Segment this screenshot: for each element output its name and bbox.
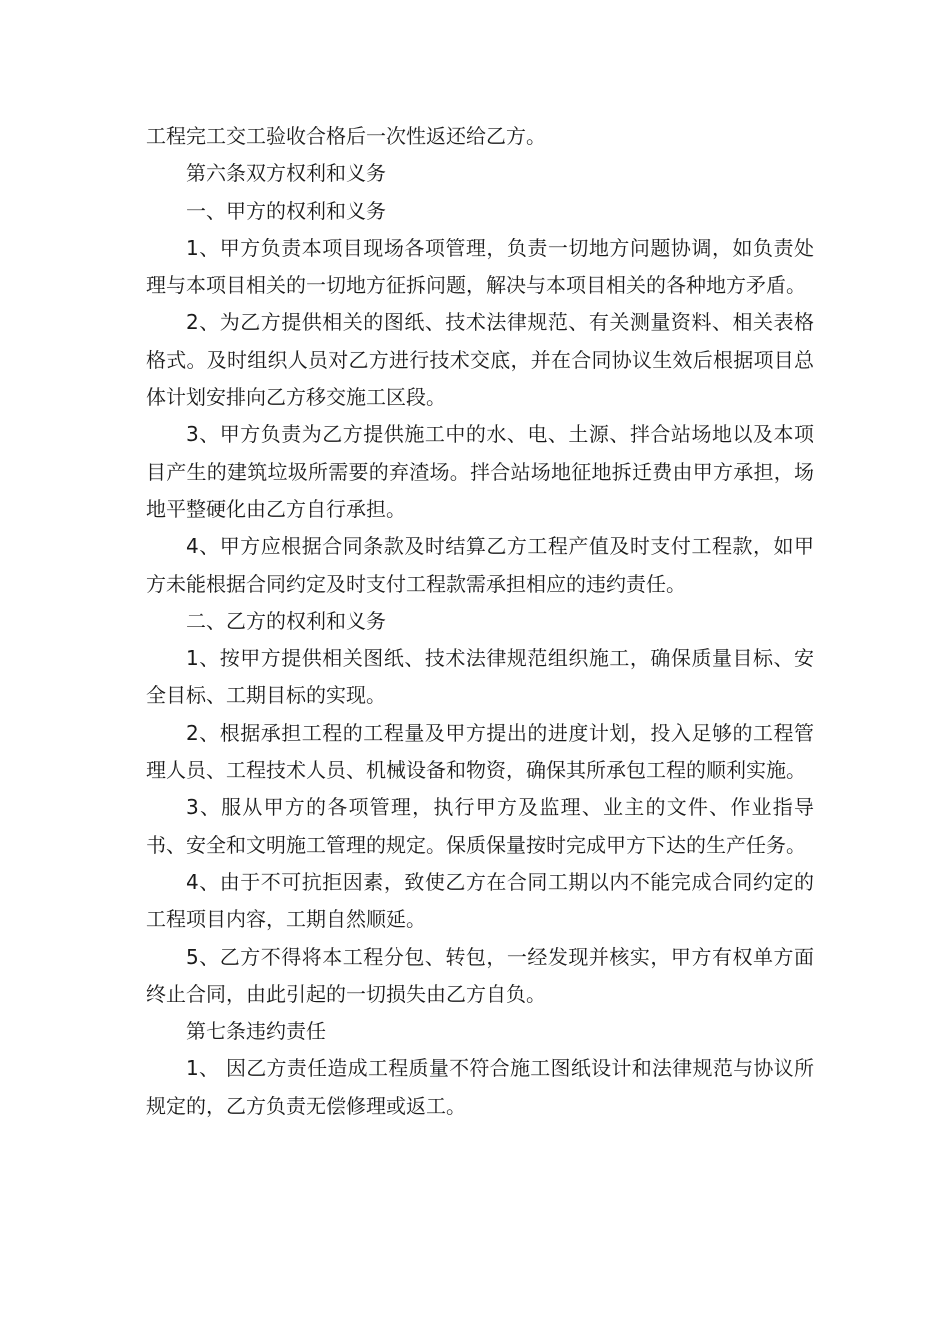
paragraph: 5、乙方不得将本工程分包、转包，一经发现并核实，甲方有权单方面终止合同，由此引起的一切损失由乙方自负。 [146,944,814,1006]
paragraph: 2、为乙方提供相关的图纸、技术法律规范、有关测量资料、相关表格格式。及时组织人员对乙方进行技术交底，并在合同协议生效后根据项目总体计划安排向乙方移交施工区段。 [146,310,814,410]
paragraph: 3、甲方负责为乙方提供施工中的水、电、土源、拌合站场地以及本项目产生的建筑垃圾所需要的弃渣场。拌合站场地征地拆迁费由甲方承担，场地平整硬化由乙方自行承担。 [146,422,814,521]
paragraph: 3、服从甲方的各项管理，执行甲方及监理、业主的文件、作业指导书、安全和文明施工管理的规定。保质保量按时完成甲方下达的生产任务。 [146,795,814,857]
paragraph: 4、由于不可抗拒因素，致使乙方在合同工期以内不能完成合同约定的工程项目内容，工期自然顺延。 [146,869,814,932]
section-heading: 第六条双方权利和义务 [186,161,386,186]
paragraph: 1、按甲方提供相关图纸、技术法律规范组织施工，确保质量目标、安全目标、工期目标的实现。 [146,646,814,708]
document-body [146,118,814,1125]
paragraph: 1、 因乙方责任造成工程质量不符合施工图纸设计和法律规范与协议所规定的，乙方负责无偿修理或返工。 [146,1056,814,1118]
paragraph: 1、甲方负责本项目现场各项管理，负责一切地方问题协调，如负责处理与本项目相关的一切地方征拆问题，解决与本项目相关的各种地方矛盾。 [146,235,814,298]
section-heading: 第七条违约责任 [186,1019,326,1044]
paragraph: 4、甲方应根据合同条款及时结算乙方工程产值及时支付工程款，如甲方未能根据合同约定及时支付工程款需承担相应的违约责任。 [146,534,814,596]
paragraph: 工程完工交工验收合格后一次性返还给乙方。 [146,124,546,148]
paragraph: 2、根据承担工程的工程量及甲方提出的进度计划，投入足够的工程管理人员、工程技术人员、机械设备和物资，确保其所承包工程的顺利实施。 [146,720,814,783]
subsection-heading: 一、甲方的权利和义务 [186,198,386,223]
subsection-heading: 二、乙方的权利和义务 [186,608,386,633]
